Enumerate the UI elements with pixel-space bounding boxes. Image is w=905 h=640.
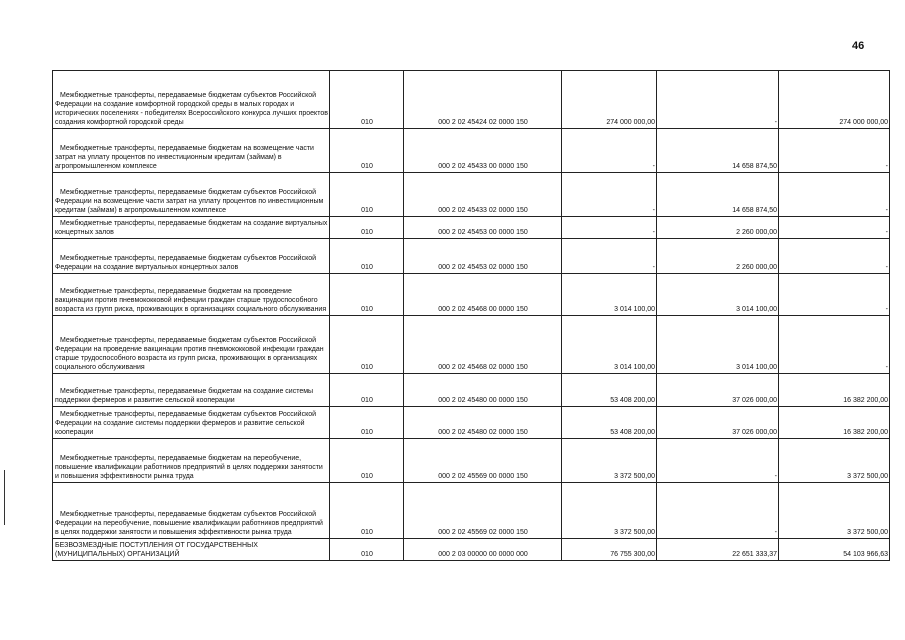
row-kbk: 000 2 02 45480 02 0000 150 xyxy=(404,407,562,439)
row-code: 010 xyxy=(330,483,404,539)
row-name: Межбюджетные трансферты, передаваемые бюджетам на проведение вакцинации против пневмококковой инфекции граждан старше трудоспособного возраста из групп риска, проживающих в организациях социального обслуживания xyxy=(53,274,330,316)
row-exec: 3 014 100,00 xyxy=(657,274,779,316)
row-kbk: 000 2 02 45453 00 0000 150 xyxy=(404,217,562,239)
row-exec: 3 014 100,00 xyxy=(657,316,779,374)
row-code: 010 xyxy=(330,173,404,217)
row-plan: 274 000 000,00 xyxy=(562,71,657,129)
row-exec: - xyxy=(657,71,779,129)
row-kbk: 000 2 02 45424 02 0000 150 xyxy=(404,71,562,129)
row-rest: - xyxy=(779,129,890,173)
row-plan: 3 372 500,00 xyxy=(562,483,657,539)
row-name: Межбюджетные трансферты, передаваемые бюджетам субъектов Российской Федерации на создание виртуальных концертных залов xyxy=(53,239,330,274)
row-exec: 2 260 000,00 xyxy=(657,217,779,239)
row-code: 010 xyxy=(330,374,404,407)
row-code: 010 xyxy=(330,71,404,129)
budget-table xyxy=(52,70,890,561)
row-exec: - xyxy=(657,439,779,483)
row-name: Межбюджетные трансферты, передаваемые бюджетам субъектов Российской Федерации на проведение вакцинации против пневмококковой инфекции граждан старше трудоспособного возраста из групп риска, проживающих в организациях социального обслуживания xyxy=(53,316,330,374)
scan-artifact-line xyxy=(4,470,5,525)
row-plan: - xyxy=(562,173,657,217)
row-rest: 274 000 000,00 xyxy=(779,71,890,129)
table-row xyxy=(53,129,890,173)
row-rest: - xyxy=(779,173,890,217)
row-plan: 76 755 300,00 xyxy=(562,539,657,561)
row-exec: - xyxy=(657,483,779,539)
row-plan: - xyxy=(562,129,657,173)
row-kbk: 000 2 02 45433 00 0000 150 xyxy=(404,129,562,173)
row-code: 010 xyxy=(330,539,404,561)
row-rest: - xyxy=(779,217,890,239)
row-exec: 2 260 000,00 xyxy=(657,239,779,274)
row-exec: 14 658 874,50 xyxy=(657,173,779,217)
table-row xyxy=(53,274,890,316)
row-name: Межбюджетные трансферты, передаваемые бюджетам на переобучение, повышение квалификации работников предприятий в целях поддержки занятости и повышения эффективности рынка труда xyxy=(53,439,330,483)
row-plan: - xyxy=(562,239,657,274)
page-number: 46 xyxy=(852,40,865,52)
row-name: Межбюджетные трансферты, передаваемые бюджетам на возмещение части затрат на уплату процентов по инвестиционным кредитам (займам) в агропромышленном комплексе xyxy=(53,129,330,173)
row-rest: 3 372 500,00 xyxy=(779,483,890,539)
row-name: Межбюджетные трансферты, передаваемые бюджетам на создание системы поддержки фермеров и развитие сельской кооперации xyxy=(53,374,330,407)
row-kbk: 000 2 02 45569 00 0000 150 xyxy=(404,439,562,483)
table-row xyxy=(53,316,890,374)
table-row xyxy=(53,374,890,407)
row-kbk: 000 2 03 00000 00 0000 000 xyxy=(404,539,562,561)
row-rest: - xyxy=(779,316,890,374)
row-code: 010 xyxy=(330,274,404,316)
row-code: 010 xyxy=(330,439,404,483)
row-plan: 3 014 100,00 xyxy=(562,316,657,374)
row-rest: 3 372 500,00 xyxy=(779,439,890,483)
row-name: Межбюджетные трансферты, передаваемые бюджетам субъектов Российской Федерации на переобучение, повышение квалификации работников предприятий в целях поддержки занятости и повышения эффективности рынка труда xyxy=(53,483,330,539)
table-row xyxy=(53,239,890,274)
row-rest: 16 382 200,00 xyxy=(779,374,890,407)
row-kbk: 000 2 02 45468 02 0000 150 xyxy=(404,316,562,374)
row-kbk: 000 2 02 45480 00 0000 150 xyxy=(404,374,562,407)
table-row xyxy=(53,217,890,239)
row-plan: 3 372 500,00 xyxy=(562,439,657,483)
row-plan: - xyxy=(562,217,657,239)
row-kbk: 000 2 02 45453 02 0000 150 xyxy=(404,239,562,274)
table-row xyxy=(53,71,890,129)
row-kbk: 000 2 02 45569 02 0000 150 xyxy=(404,483,562,539)
row-name: Межбюджетные трансферты, передаваемые бюджетам субъектов Российской Федерации на создание системы поддержки фермеров и развитие сельской кооперации xyxy=(53,407,330,439)
row-plan: 53 408 200,00 xyxy=(562,374,657,407)
table-row xyxy=(53,439,890,483)
row-name: Межбюджетные трансферты, передаваемые бюджетам субъектов Российской Федерации на создание комфортной городской среды в малых городах и исторических поселениях - победителях Всероссийского конкурса лучших проектов создания комфортной городской среды xyxy=(53,71,330,129)
row-rest: 16 382 200,00 xyxy=(779,407,890,439)
row-plan: 3 014 100,00 xyxy=(562,274,657,316)
row-code: 010 xyxy=(330,239,404,274)
row-exec: 14 658 874,50 xyxy=(657,129,779,173)
row-exec: 37 026 000,00 xyxy=(657,407,779,439)
row-code: 010 xyxy=(330,217,404,239)
row-rest: - xyxy=(779,239,890,274)
row-rest: 54 103 966,63 xyxy=(779,539,890,561)
row-name: БЕЗВОЗМЕЗДНЫЕ ПОСТУПЛЕНИЯ ОТ ГОСУДАРСТВЕННЫХ (МУНИЦИПАЛЬНЫХ) ОРГАНИЗАЦИЙ xyxy=(53,539,330,561)
row-exec: 37 026 000,00 xyxy=(657,374,779,407)
row-kbk: 000 2 02 45433 02 0000 150 xyxy=(404,173,562,217)
row-name: Межбюджетные трансферты, передаваемые бюджетам на создание виртуальных концертных залов xyxy=(53,217,330,239)
row-plan: 53 408 200,00 xyxy=(562,407,657,439)
row-code: 010 xyxy=(330,129,404,173)
row-name: Межбюджетные трансферты, передаваемые бюджетам субъектов Российской Федерации на возмещение части затрат на уплату процентов по инвестиционным кредитам (займам) в агропромышленном комплексе xyxy=(53,173,330,217)
table-row xyxy=(53,483,890,539)
row-code: 010 xyxy=(330,407,404,439)
row-kbk: 000 2 02 45468 00 0000 150 xyxy=(404,274,562,316)
row-exec: 22 651 333,37 xyxy=(657,539,779,561)
table-row xyxy=(53,407,890,439)
table-row xyxy=(53,173,890,217)
row-rest: - xyxy=(779,274,890,316)
table-row xyxy=(53,539,890,561)
row-code: 010 xyxy=(330,316,404,374)
